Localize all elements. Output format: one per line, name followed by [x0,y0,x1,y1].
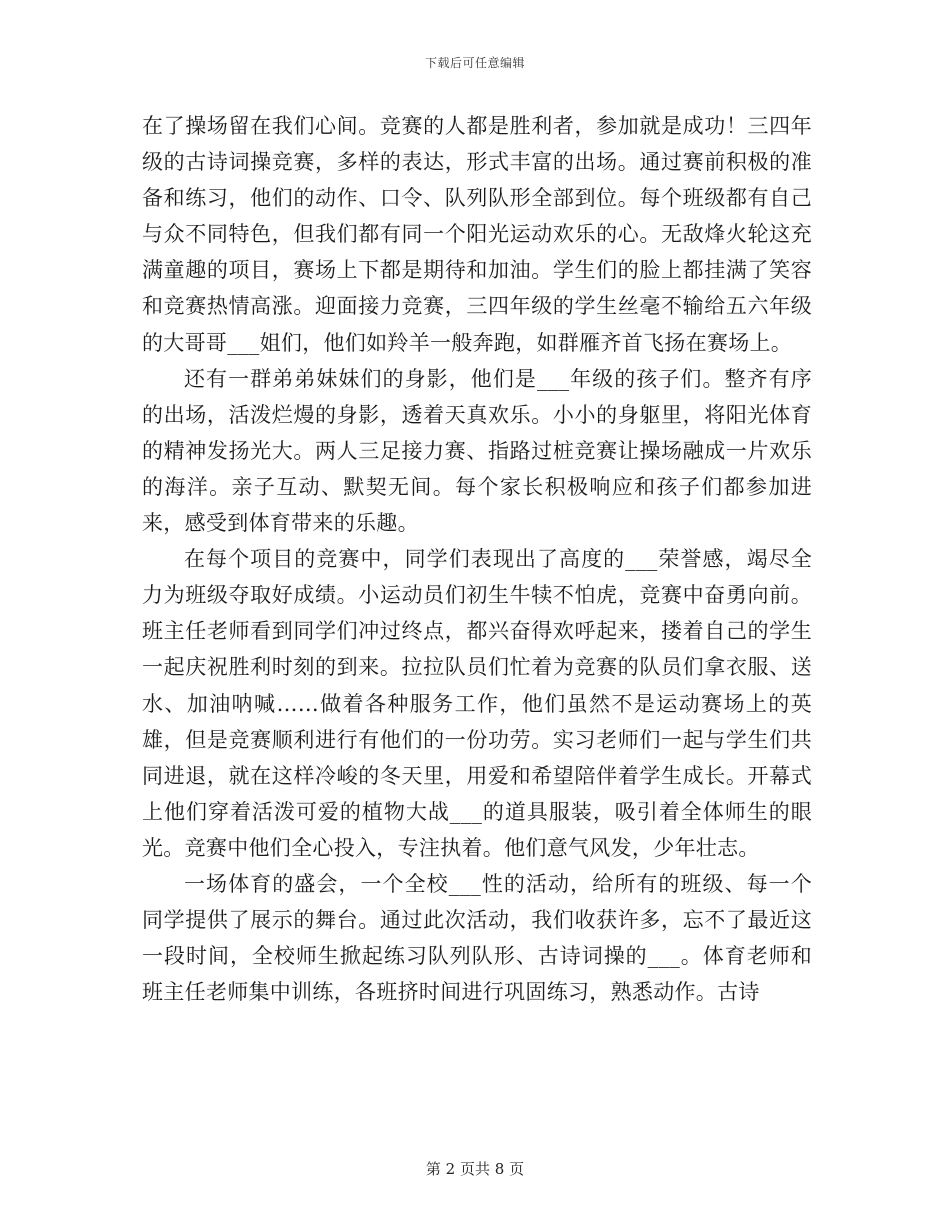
paragraph-2: 还有一群弟弟妹妹们的身影，他们是___年级的孩子们。整齐有序的出场，活泼烂熳的身影，透着天真欢乐。小小的身躯里，将阳光体育的精神发扬光大。两人三足接力赛、指路过桩竞赛让操场融成一片欢乐的海洋。亲子互动、默契无间。每个家长积极响应和孩子们都参加进来，感受到体育带来的乐趣。 [142,366,812,536]
paragraph-1: 在了操场留在我们心间。竞赛的人都是胜利者，参加就是成功！三四年级的古诗词操竞赛，多样的表达，形式丰富的出场。通过赛前积极的准备和练习，他们的动作、口令、队列队形全部到位。每个班级都有自己与众不同特色，但我们都有同一个阳光运动欢乐的心。无敌烽火轮这充满童趣的项目，赛场上下都是期待和加油。学生们的脸上都挂满了笑容和竞赛热情高涨。迎面接力竞赛，三四年级的学生丝毫不输给五六年级的大哥哥___姐们，他们如羚羊一般奔跑，如群雁齐首飞扬在赛场上。 [142,114,812,355]
page-header: 下载后可任意编辑 [424,56,525,70]
paragraph-3: 在每个项目的竞赛中，同学们表现出了高度的___荣誉感，竭尽全力为班级夺取好成绩。小运动员们初生牛犊不怕虎，竞赛中奋勇向前。班主任老师看到同学们冲过终点，都兴奋得欢呼起来，搂着自己的学生一起庆祝胜利时刻的到来。拉拉队员们忙着为竞赛的队员们拿衣服、送水、加油呐喊……做着各种服务工作，他们虽然不是运动赛场上的英雄，但是竞赛顺利进行有他们的一份功劳。实习老师们一起与学生们共同进退，就在这样冷峻的冬天里，用爱和希望陪伴着学生成长。开幕式上他们穿着活泼可爱的植物大战___的道具服装，吸引着全体师生的眼光。竞赛中他们全心投入，专注执着。他们意气风发，少年壮志。 [142,547,812,860]
document-body [142,108,812,1010]
paragraph-4: 一场体育的盛会，一个全校___性的活动，给所有的班级、每一个同学提供了展示的舞台。通过此次活动，我们收获许多，忘不了最近这一段时间，全校师生掀起练习队列队形、古诗词操的___。体育老师和班主任老师集中训练，各班挤时间进行巩固练习，熟悉动作。古诗 [142,871,812,1005]
page-footer: 第 2 页共 8 页 [425,1160,525,1178]
